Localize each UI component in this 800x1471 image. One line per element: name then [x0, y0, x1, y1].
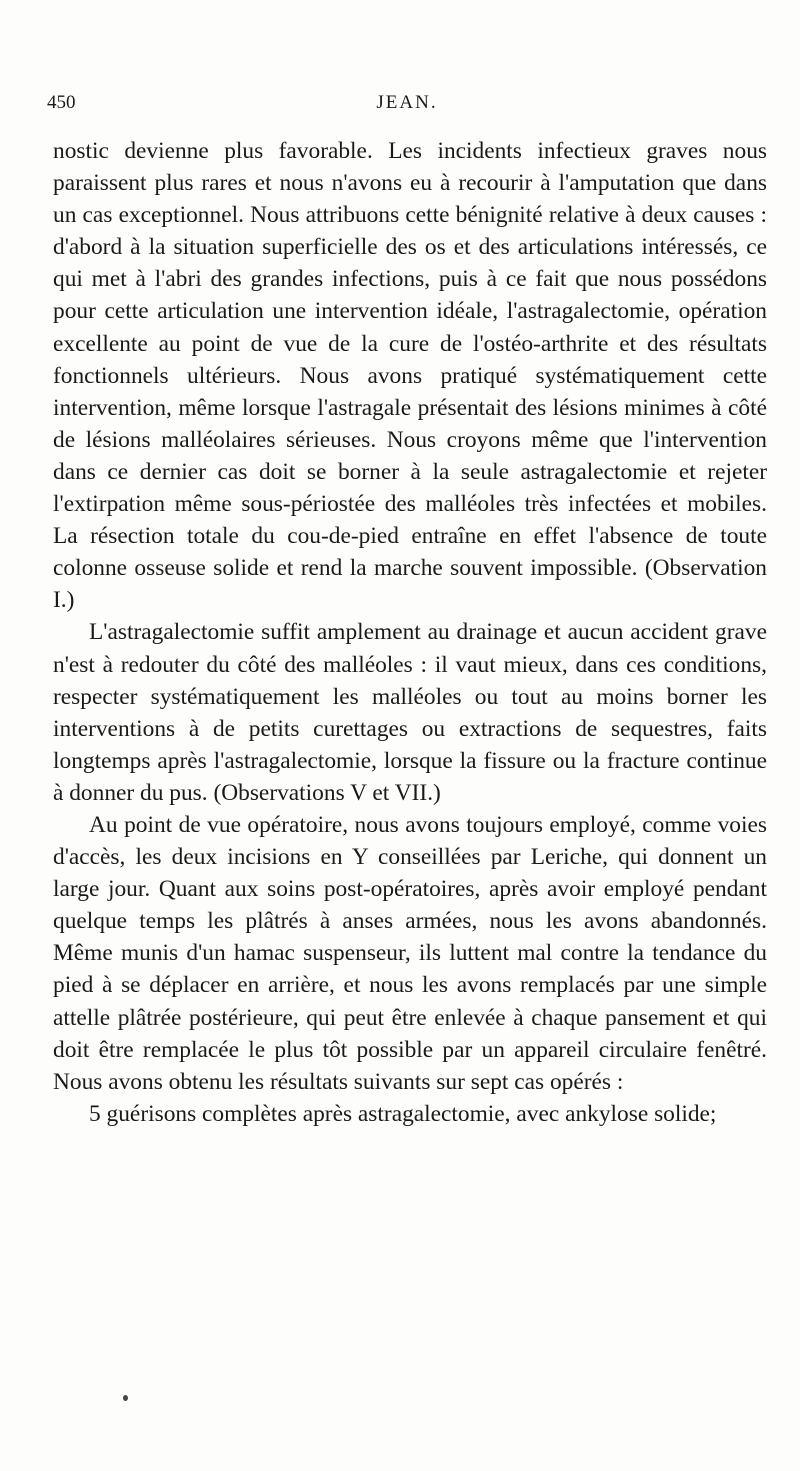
paragraph-resultats: 5 guérisons complètes après astragalectomie, avec ankylose solide;: [89, 1100, 717, 1127]
page-number: 450: [47, 92, 76, 113]
running-head: [47, 92, 767, 118]
ink-blot: [123, 1395, 128, 1401]
paragraph-operatoire: Au point de vue opératoire, nous avons toujours employé, comme voies d'accès, les deux incisions en Y conseillées par Leriche, qui donnent un large jour. Quant aux soins post-opératoires, après avoir employé pendant quelque temps les plâtrés à anses armées, nous les avons abandonnés. Même munis d'un hamac suspenseur, ils luttent mal contre la tendance du pied à se déplacer en arrière, et nous les avons remplacés par une simple attelle plâtrée postérieure, qui peut être enlevée à chaque pansement et qui doit être remplacée le plus tôt possible par un appareil circulaire fenêtré. Nous avons obtenu les résultats suivants sur sept cas opérés :: [53, 811, 767, 1095]
paragraph-astragalectomie: L'astragalectomie suffit amplement au drainage et aucun accident grave n'est à redouter du côté des malléoles : il vaut mieux, dans ces conditions, respecter systématiquement les malléoles ou tout au moins borner les interventions à de petits curettages ou extractions de sequestres, faits longtemps après l'astragalectomie, lorsque la fissure ou la fracture continue à donner du pus. (Observations V et VII.): [53, 619, 767, 806]
running-title: JEAN.: [376, 92, 438, 113]
body-text: [53, 135, 767, 1130]
paragraph-continued: nostic devienne plus favorable. Les incidents infectieux graves nous paraissent plus rares et nous n'avons eu à recourir à l'amputation que dans un cas exceptionnel. Nous attribuons cette bénignité relative à deux causes : d'abord à la situation superficielle des os et des articulations intéressés, ce qui met à l'abri des grandes infections, puis à ce fait que nous possédons pour cette articulation une intervention idéale, l'astragalectomie, opération excellente au point de vue de la cure de l'ostéo-arthrite et des résultats fonctionnels ultérieurs. Nous avons pratiqué systématiquement cette intervention, même lorsque l'astragale présentait des lésions minimes à côté de lésions malléolaires sérieuses. Nous croyons même que l'intervention dans ce dernier cas doit se borner à la seule astragalectomie et rejeter l'extirpation même sous-périostée des malléoles très infectées et mobiles. La résection totale du cou-de-pied entraîne en effet l'absence de toute colonne osseuse solide et rend la marche souvent impossible. (Observation I.): [53, 138, 767, 614]
